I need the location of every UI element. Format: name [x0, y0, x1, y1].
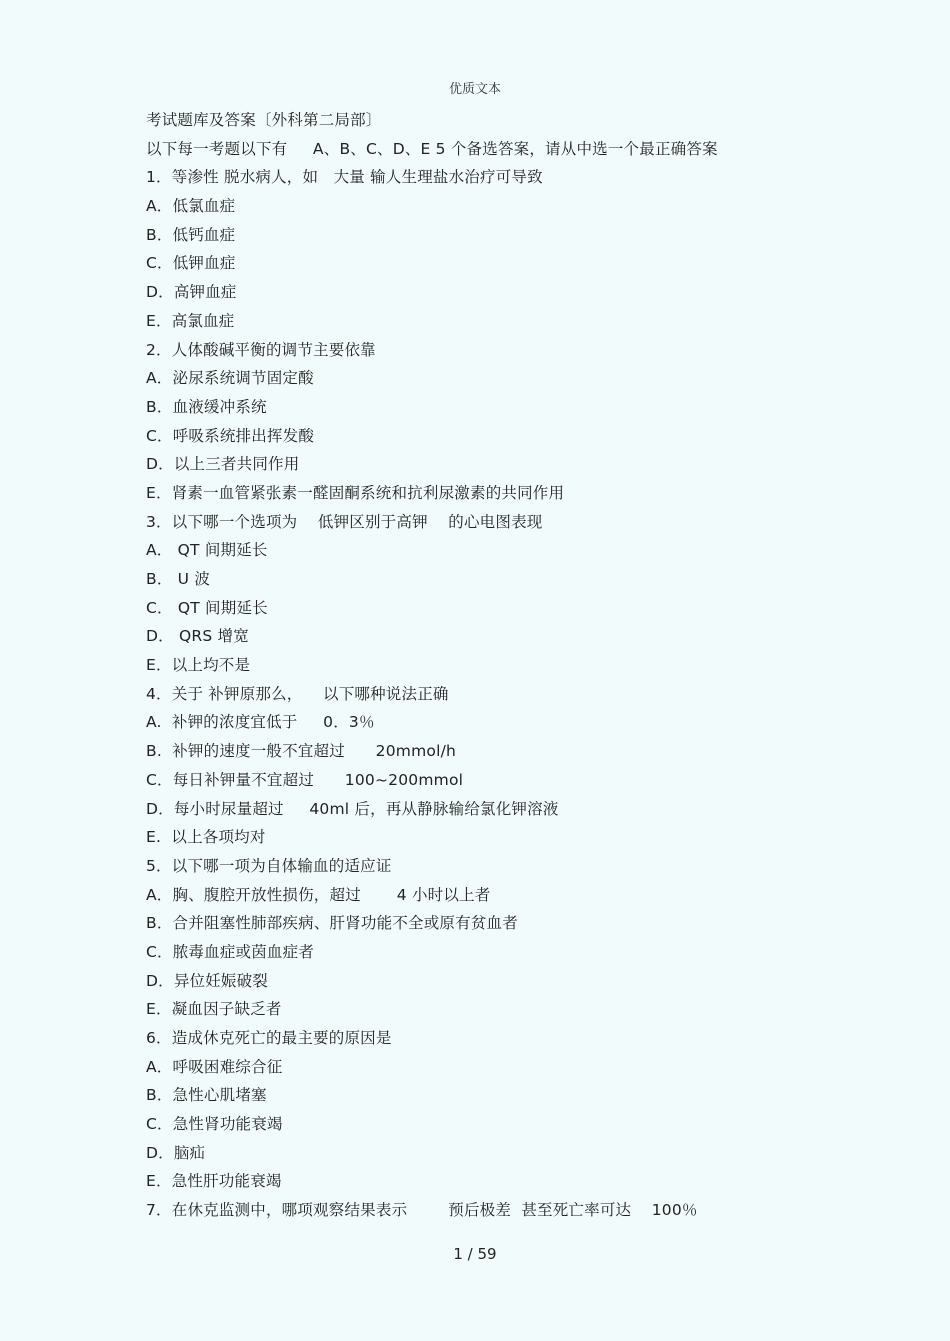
option-line: A. 补钾的浓度宜低于 0．3％	[146, 713, 375, 732]
document-title: 考试题库及答案〔外科第二局部〕	[146, 111, 382, 129]
option-line: C． QT 间期延长	[146, 598, 268, 617]
question-5: 5．以下哪一项为自体输血的适应证	[146, 856, 392, 875]
page-header: 优质文本	[448, 82, 501, 97]
option-line: B．血液缓冲系统	[146, 397, 267, 416]
option-line: C．脓毒血症或茵血症者	[146, 942, 315, 961]
question-3: 3．以下哪一个选项为 低钾区别于高钾 的心电图表现	[146, 512, 543, 531]
option-line: B． U 波	[146, 570, 211, 588]
option-line: B．急性心肌堵塞	[146, 1086, 267, 1105]
option-line: E．凝血因子缺乏者	[146, 1000, 282, 1019]
option-line: C．每日补钾量不宜超过 100~200mmol	[146, 770, 464, 789]
option-line: E. 以上各项均对	[146, 828, 266, 847]
option-line: A．低氯血症	[146, 197, 236, 216]
page-number: 1 / 59	[453, 1245, 497, 1263]
option-line: D．以上三者共同作用	[146, 455, 300, 474]
question-2: 2．人体酸碱平衡的调节主要依靠	[146, 340, 376, 359]
option-line: A．胸、腹腔开放性损伤，超过 4 小时以上者	[146, 885, 491, 904]
option-line: E．肾素一血管紧张素一醛固酮系统和抗利尿激素的共同作用	[146, 483, 565, 502]
option-line: E．高氯血症	[146, 311, 235, 330]
option-line: A．泌尿系统调节固定酸	[146, 369, 314, 388]
option-line: A．呼吸困难综合征	[146, 1057, 283, 1076]
question-7: 7．在休克监测中，哪项观察结果表示 预后极差 甚至死亡率可达 100％	[146, 1201, 698, 1220]
option-line: D．脑疝	[146, 1143, 206, 1162]
option-line: E．以上均不是	[146, 656, 251, 675]
instruction-line: 以下每一考题以下有 A、B、C、D、E 5 个备选答案，请从中选一个最正确答案	[146, 139, 718, 158]
question-6: 6．造成休克死亡的最主要的原因是	[146, 1029, 392, 1047]
document-body	[146, 106, 846, 1225]
option-line: C．呼吸系统排出挥发酸	[146, 426, 315, 445]
option-line: B. 补钾的速度一般不宜超过 20mmol/h	[146, 742, 457, 761]
option-line: D．每小时尿量超过 40ml 后，再从静脉输给氯化钾溶液	[146, 799, 559, 818]
option-line: B．低钙血症	[146, 225, 236, 244]
option-line: D．高钾血症	[146, 283, 237, 302]
option-line: E．急性肝功能衰竭	[146, 1172, 282, 1191]
option-line: D．异位妊娠破裂	[146, 971, 269, 990]
option-line: C．低钾血症	[146, 254, 236, 273]
option-line: C．急性肾功能衰竭	[146, 1115, 283, 1134]
option-line: D． QRS 增宽	[146, 627, 249, 646]
option-line: B．合并阻塞性肺部疾病、肝肾功能不全或原有贫血者	[146, 914, 518, 933]
question-4: 4．关于 补钾原那么， 以下哪种说法正确	[146, 684, 449, 703]
option-line: A． QT 间期延长	[146, 541, 268, 560]
question-1: 1．等渗性 脱水病人，如 大量 输人生理盐水治疗可导致	[146, 168, 543, 187]
